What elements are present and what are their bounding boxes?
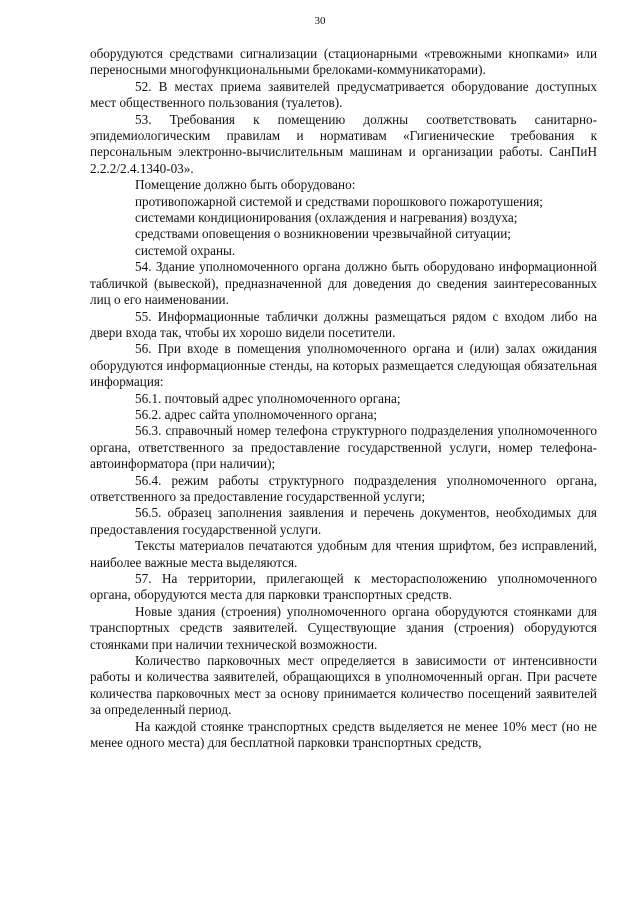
paragraph-texts: Тексты материалов печатаются удобным для чтения шрифтом, без исправлений, наиболее важные места выделяются. <box>90 538 597 570</box>
equipment-item-security: системой охраны. <box>135 242 236 258</box>
paragraph-56: 56. При входе в помещения уполномоченного органа и (или) залах ожидания оборудуются информационные стенды, на которых размещается следующая обязательная информация: <box>90 341 597 390</box>
paragraph-56-4: 56.4. режим работы структурного подразделения уполномоченного органа, ответственного за предоставление государственной услуги; <box>90 472 597 504</box>
paragraph-continuation: оборудуются средствами сигнализации (стационарными «тревожными кнопками» или переносными многофункциональными брелоками-коммуникаторами). <box>90 46 597 78</box>
paragraph-53: 53. Требования к помещению должны соответствовать санитарно-эпидемиологическим правилам и нормативам «Гигиенические требования к персональным электронно-вычислительным машинам и организации работы. СанПиН 2.2.2/2.4.1340-03». <box>90 111 597 176</box>
paragraph-56-3: 56.3. справочный номер телефона структурного подразделения уполномоченного органа, ответственного за предоставление государственной услуги, номер телефона-автоинформатора (при наличии); <box>90 423 597 472</box>
paragraph-free-parking: На каждой стоянке транспортных средств выделяется не менее 10% мест (но не менее одного места) для бесплатной парковки транспортных средств, <box>90 718 597 751</box>
paragraph-56-1: 56.1. почтовый адрес уполномоченного органа; <box>135 390 401 406</box>
equipment-item-alert: средствами оповещения о возникновении чрезвычайной ситуации; <box>135 226 511 242</box>
paragraph-57: 57. На территории, прилегающей к месторасположению уполномоченного органа, оборудуются места для парковки транспортных средств. <box>90 571 597 603</box>
paragraph-52: 52. В местах приема заявителей предусматривается оборудование доступных мест общественного пользования (туалетов). <box>90 78 597 111</box>
document-body <box>90 46 597 751</box>
paragraph-parking-count: Количество парковочных мест определяется в зависимости от интенсивности работы и количества заявителей, обращающихся в уполномоченный орган. При расчете количества парковочных мест за основу принимается количество посещений заявителей за определенный период. <box>90 653 597 718</box>
paragraph-new-buildings: Новые здания (строения) уполномоченного органа оборудуются стоянками для транспортных средств заявителей. Существующие здания (строения) оборудуются стоянками при наличии технической возможности. <box>90 603 597 652</box>
paragraph-54: 54. Здание уполномоченного органа должно быть оборудовано информационной табличкой (вывеской), предназначенной для доведения до сведения заинтересованных лиц о его наименовании. <box>90 259 597 308</box>
equipment-item-fire: противопожарной системой и средствами порошкового пожаротушения; <box>135 193 543 209</box>
paragraph-56-2: 56.2. адрес сайта уполномоченного органа; <box>135 406 377 422</box>
paragraph-55: 55. Информационные таблички должны размещаться рядом с входом либо на двери входа так, чтобы их хорошо видели посетители. <box>90 308 597 340</box>
equipment-intro: Помещение должно быть оборудовано: <box>135 177 356 193</box>
page-number: 30 <box>314 15 326 27</box>
equipment-item-air: системами кондиционирования (охлаждения и нагревания) воздуха; <box>135 210 518 226</box>
paragraph-56-5: 56.5. образец заполнения заявления и перечень документов, необходимых для предоставления государственной услуги. <box>90 505 597 537</box>
